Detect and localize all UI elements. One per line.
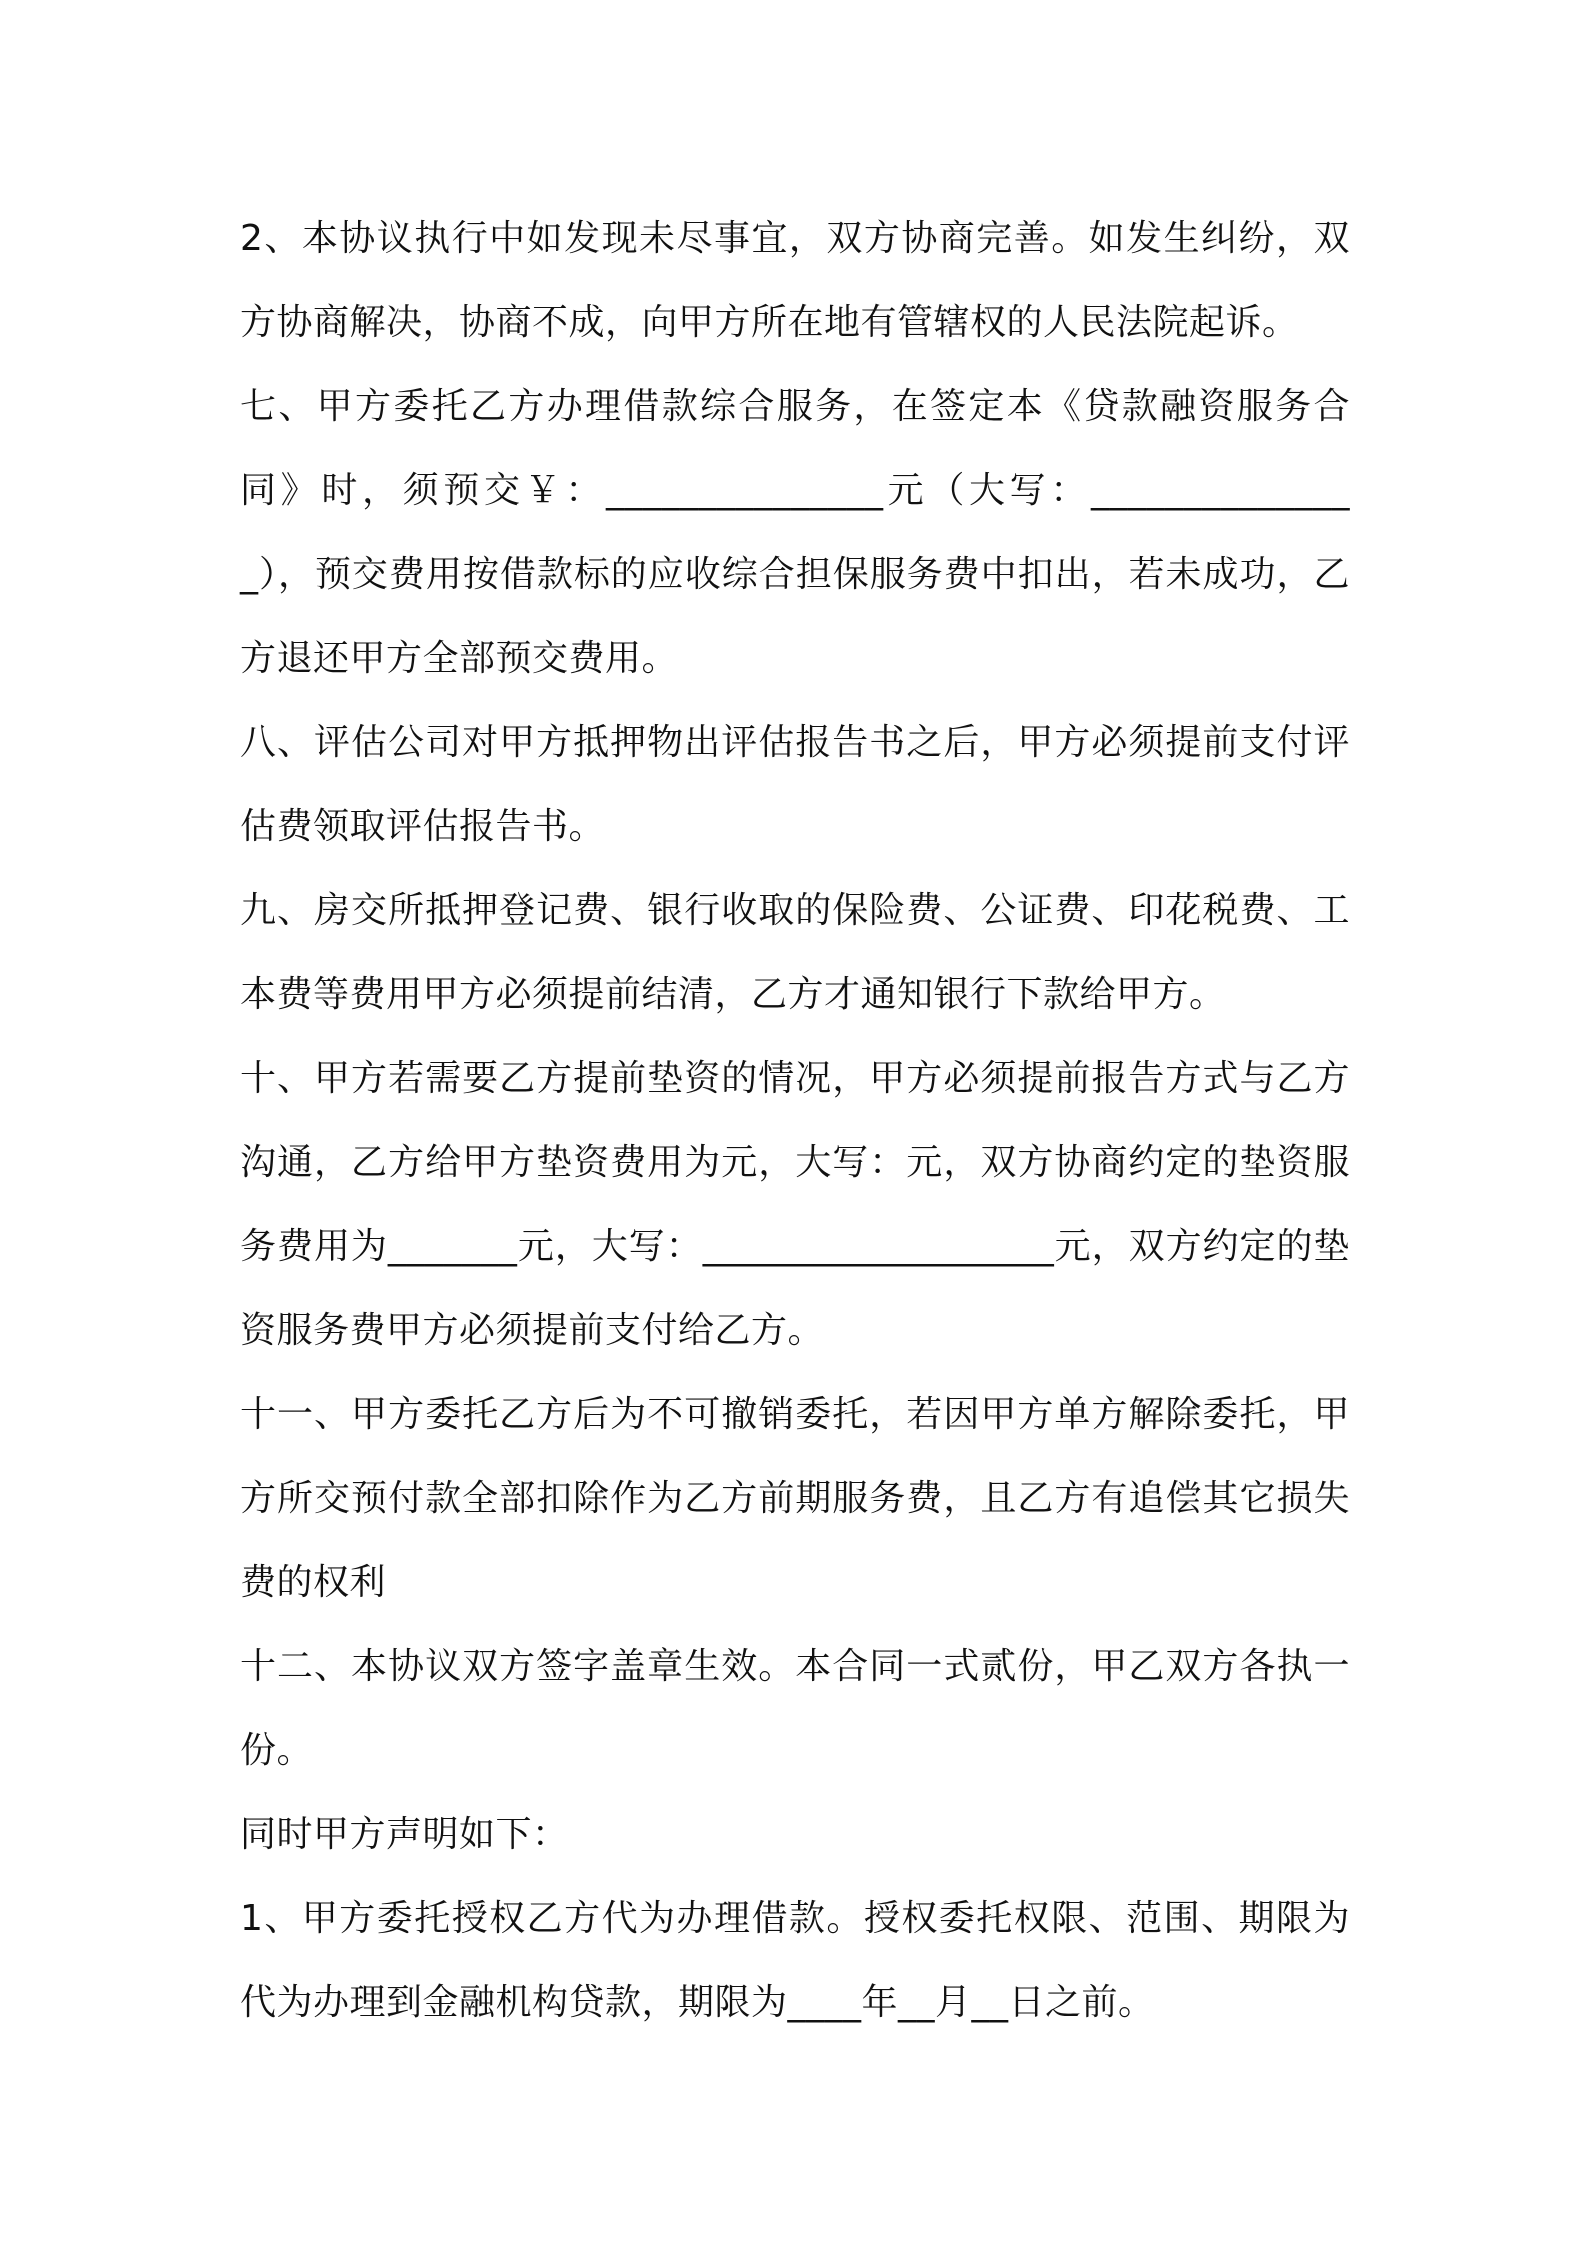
clause-7-prepayment: 七、甲方委托乙方办理借款综合服务，在签定本《贷款融资服务合同》时，须预交￥：_______________元（大写：_______________），预交费用按借款标的应收综合担保服务费中扣出，若未成功，乙方退还甲方全部预交费用。 — [240, 386, 1350, 679]
clause-12-effective: 十二、本协议双方签字盖章生效。本合同一式贰份，甲乙双方各执一份。 — [240, 1646, 1350, 1771]
clause-10-advance-funding: 十、甲方若需要乙方提前垫资的情况，甲方必须提前报告方式与乙方沟通，乙方给甲方垫资费用为元，大写：元，双方协商约定的垫资服务费用为_______元，大写：___________________元，双方约定的垫资服务费甲方必须提前支付给乙方。 — [240, 1058, 1350, 1351]
clause-11-irrevocable: 十一、甲方委托乙方后为不可撤销委托，若因甲方单方解除委托，甲方所交预付款全部扣除作为乙方前期服务费，且乙方有追偿其它损失费的权利 — [240, 1394, 1350, 1603]
document-body — [240, 197, 1350, 2045]
clause-8-appraisal-fee: 八、评估公司对甲方抵押物出评估报告书之后，甲方必须提前支付评估费领取评估报告书。 — [240, 722, 1350, 847]
declaration-heading: 同时甲方声明如下： — [240, 1814, 569, 1855]
clause-9-registration-fees: 九、房交所抵押登记费、银行收取的保险费、公证费、印花税费、工本费等费用甲方必须提前结清，乙方才通知银行下款给甲方。 — [240, 890, 1350, 1015]
clause-2-dispute: 2、本协议执行中如发现未尽事宜，双方协商完善。如发生纠纷，双方协商解决，协商不成，向甲方所在地有管辖权的人民法院起诉。 — [240, 218, 1350, 343]
declaration-item-1: 1、甲方委托授权乙方代为办理借款。授权委托权限、范围、期限为代为办理到金融机构贷款，期限为____年__月__日之前。 — [240, 1898, 1350, 2023]
